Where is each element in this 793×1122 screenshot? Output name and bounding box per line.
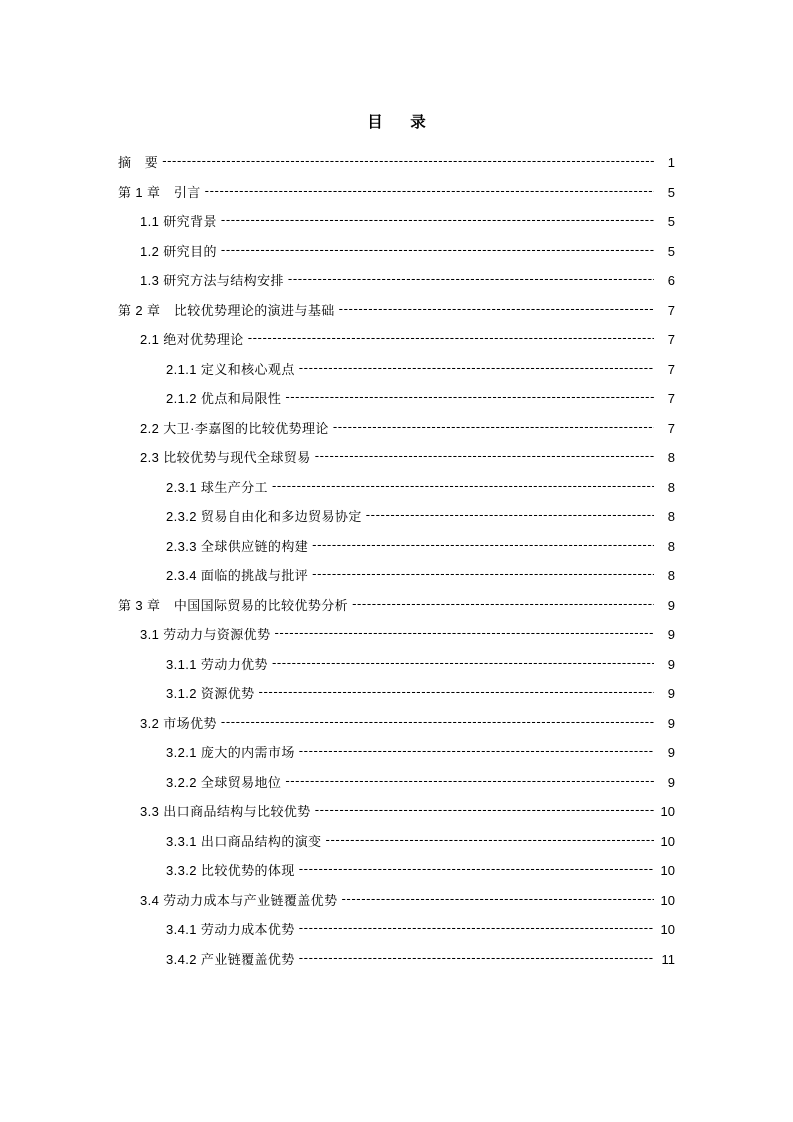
toc-entry-page-number: 8 xyxy=(667,479,675,495)
toc-leader-dots xyxy=(248,331,654,344)
toc-leader-dots xyxy=(366,508,654,521)
toc-entry-label: 3.3.2 比较优势的体现 xyxy=(166,863,295,878)
page-title: 目 录 xyxy=(367,114,432,131)
toc-leader-dots xyxy=(299,361,654,374)
toc-entry-page-number: 9 xyxy=(667,715,675,731)
toc-entry-page-number: 9 xyxy=(667,774,675,790)
toc-entry[interactable] xyxy=(118,302,675,317)
toc-entry[interactable] xyxy=(166,656,675,671)
toc-leader-dots xyxy=(341,892,654,905)
toc-leader-dots xyxy=(339,302,654,315)
toc-entry[interactable] xyxy=(140,272,675,287)
toc-entry-page-number: 1 xyxy=(667,155,675,170)
toc-entry-page-number: 7 xyxy=(667,391,675,406)
toc-leader-dots xyxy=(299,921,654,934)
toc-entry-label: 3.1.1 劳动力优势 xyxy=(166,656,268,672)
table-of-contents xyxy=(118,154,675,966)
toc-entry-label: 3.2 市场优势 xyxy=(140,715,217,731)
toc-entry-label: 2.2 大卫·李嘉图的比较优势理论 xyxy=(140,420,329,436)
toc-entry-page-number: 11 xyxy=(661,951,675,967)
toc-entry[interactable] xyxy=(118,184,675,199)
toc-entry[interactable] xyxy=(166,508,675,523)
toc-entry-label: 3.4 劳动力成本与产业链覆盖优势 xyxy=(140,892,338,908)
toc-entry-page-number: 9 xyxy=(667,627,675,642)
toc-leader-dots xyxy=(299,951,654,964)
toc-entry-label: 3.4.2 产业链覆盖优势 xyxy=(166,951,295,967)
toc-leader-dots xyxy=(312,567,654,580)
toc-entry-label: 3.4.1 劳动力成本优势 xyxy=(166,922,295,937)
toc-entry-label: 摘 要 xyxy=(118,155,159,170)
toc-entry-label: 3.1 劳动力与资源优势 xyxy=(140,627,271,642)
toc-entry[interactable] xyxy=(140,420,675,435)
toc-entry-page-number: 8 xyxy=(667,568,675,583)
toc-leader-dots xyxy=(272,479,654,492)
toc-entry-page-number: 9 xyxy=(667,656,675,672)
toc-entry[interactable] xyxy=(166,390,675,405)
toc-leader-dots xyxy=(272,656,654,669)
toc-entry[interactable] xyxy=(166,774,675,789)
toc-entry[interactable] xyxy=(118,154,675,169)
toc-entry[interactable] xyxy=(166,744,675,759)
toc-entry-page-number: 7 xyxy=(667,420,675,436)
toc-entry-page-number: 10 xyxy=(660,863,675,878)
toc-entry-label: 1.3 研究方法与结构安排 xyxy=(140,273,284,288)
toc-entry-label: 第 2 章 比较优势理论的演进与基础 xyxy=(118,302,335,318)
toc-entry-page-number: 7 xyxy=(667,332,675,347)
toc-entry-label: 1.2 研究目的 xyxy=(140,243,217,259)
toc-entry-page-number: 5 xyxy=(667,243,675,259)
toc-entry-page-number: 6 xyxy=(667,273,675,288)
toc-leader-dots xyxy=(352,597,654,610)
toc-leader-dots xyxy=(333,420,654,433)
toc-entry[interactable] xyxy=(166,951,675,966)
toc-entry-label: 第 3 章 中国国际贸易的比较优势分析 xyxy=(118,597,349,613)
toc-entry[interactable] xyxy=(140,243,675,258)
toc-leader-dots xyxy=(299,744,654,757)
toc-entry[interactable] xyxy=(140,892,675,907)
toc-entry[interactable] xyxy=(140,331,675,346)
toc-leader-dots xyxy=(315,803,654,816)
toc-entry-page-number: 10 xyxy=(660,804,675,819)
toc-entry-page-number: 9 xyxy=(667,686,675,701)
toc-entry-label: 3.3.1 出口商品结构的演变 xyxy=(166,833,322,849)
toc-entry-page-number: 9 xyxy=(667,597,675,613)
toc-entry-page-number: 9 xyxy=(667,745,675,760)
toc-entry-label: 2.3.2 贸易自由化和多边贸易协定 xyxy=(166,509,362,524)
toc-entry[interactable] xyxy=(140,449,675,464)
toc-entry-label: 2.1.1 定义和核心观点 xyxy=(166,361,295,377)
toc-entry[interactable] xyxy=(166,361,675,376)
toc-entry-page-number: 10 xyxy=(660,833,675,849)
toc-entry[interactable] xyxy=(140,626,675,641)
toc-leader-dots xyxy=(299,862,654,875)
toc-entry-label: 2.3.4 面临的挑战与批评 xyxy=(166,568,309,583)
toc-entry-label: 2.3.1 球生产分工 xyxy=(166,479,268,495)
toc-entry-page-number: 8 xyxy=(667,509,675,524)
toc-leader-dots xyxy=(205,184,654,197)
toc-entry-page-number: 10 xyxy=(660,892,675,908)
toc-leader-dots xyxy=(326,833,654,846)
toc-entry[interactable] xyxy=(166,685,675,700)
toc-entry-label: 3.2.1 庞大的内需市场 xyxy=(166,745,295,760)
toc-entry[interactable] xyxy=(140,213,675,228)
toc-leader-dots xyxy=(285,390,654,403)
toc-leader-dots xyxy=(221,243,654,256)
toc-entry[interactable] xyxy=(166,479,675,494)
toc-entry-label: 3.1.2 资源优势 xyxy=(166,686,255,701)
toc-entry[interactable] xyxy=(166,567,675,582)
toc-entry[interactable] xyxy=(166,833,675,848)
toc-entry-page-number: 8 xyxy=(667,450,675,465)
toc-entry[interactable] xyxy=(166,921,675,936)
toc-leader-dots xyxy=(288,272,654,285)
toc-entry-page-number: 7 xyxy=(667,361,675,377)
toc-entry-label: 2.3.3 全球供应链的构建 xyxy=(166,538,309,554)
toc-entry[interactable] xyxy=(166,862,675,877)
toc-entry-label: 1.1 研究背景 xyxy=(140,214,217,229)
toc-entry[interactable] xyxy=(140,715,675,730)
toc-entry-page-number: 10 xyxy=(660,922,675,937)
toc-entry-page-number: 7 xyxy=(667,302,675,318)
toc-entry-label: 2.1.2 优点和局限性 xyxy=(166,391,282,406)
toc-leader-dots xyxy=(274,626,654,639)
toc-entry-page-number: 5 xyxy=(667,184,675,200)
toc-leader-dots xyxy=(312,538,654,551)
toc-entry[interactable] xyxy=(166,538,675,553)
toc-entry-label: 第 1 章 引言 xyxy=(118,184,201,200)
toc-leader-dots xyxy=(259,685,654,698)
toc-entry-page-number: 8 xyxy=(667,538,675,554)
toc-entry-label: 2.1 绝对优势理论 xyxy=(140,332,244,347)
toc-entry-page-number: 5 xyxy=(667,214,675,229)
toc-entry-label: 3.2.2 全球贸易地位 xyxy=(166,774,282,790)
toc-entry[interactable] xyxy=(118,597,675,612)
toc-leader-dots xyxy=(162,154,654,167)
toc-entry[interactable] xyxy=(140,803,675,818)
toc-entry-label: 3.3 出口商品结构与比较优势 xyxy=(140,804,311,819)
toc-entry-label: 2.3 比较优势与现代全球贸易 xyxy=(140,450,311,465)
toc-leader-dots xyxy=(285,774,654,787)
toc-leader-dots xyxy=(221,213,654,226)
toc-leader-dots xyxy=(315,449,654,462)
toc-leader-dots xyxy=(221,715,654,728)
